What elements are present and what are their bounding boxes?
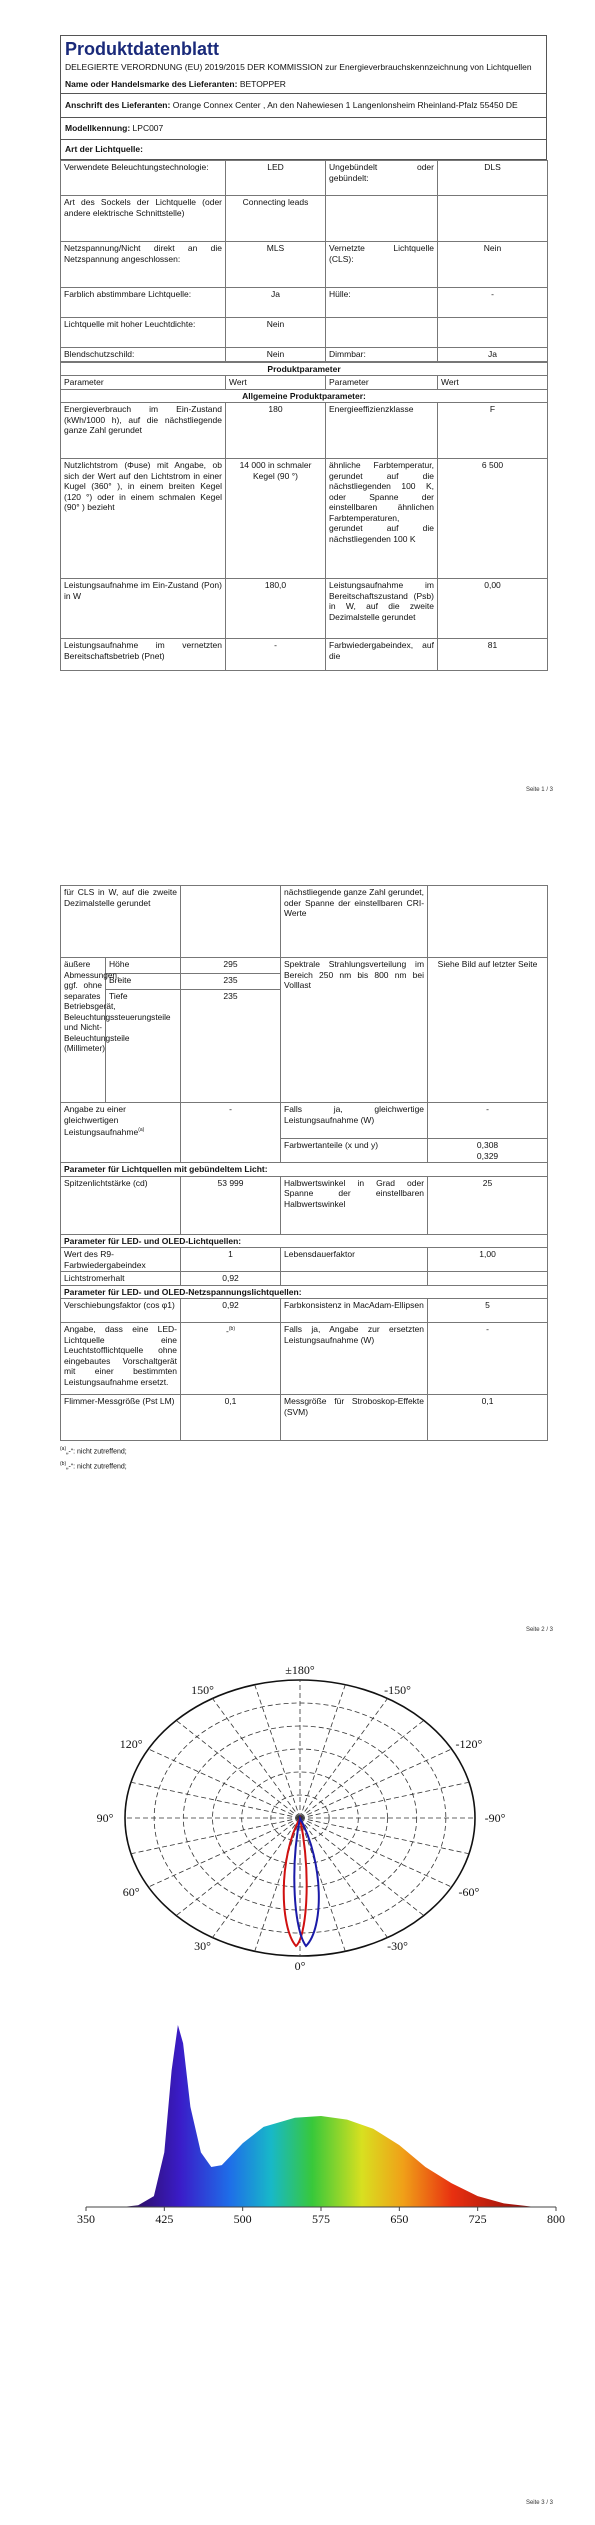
table-row xyxy=(61,1176,548,1234)
table-row xyxy=(61,1395,548,1441)
footnote-mark: (b) xyxy=(228,1326,235,1332)
table-row xyxy=(61,639,548,671)
cap-type-label: Art des Sockels der Lichtquelle (oder andere elektrische Schnittstelle) xyxy=(61,196,226,242)
lumen-maintenance-label: Lichtstromerhalt xyxy=(61,1272,181,1286)
polar-angle-label: 150° xyxy=(191,1682,214,1697)
table-row xyxy=(61,1299,548,1323)
polar-angle-label: ±180° xyxy=(285,1663,315,1677)
x-tick-label: 800 xyxy=(547,2212,565,2226)
table-row xyxy=(61,389,548,403)
empty-cell xyxy=(428,1272,548,1286)
survival-factor-label: Lebensdauerfaktor xyxy=(281,1248,428,1272)
replacement-claim-label: Angabe, dass eine LED-Lichtquelle eine Leuchtstofflichtquelle ohne eingebautes Vorschaltgerät mit einer bestimmten Leistungsaufnahme ersetzt. xyxy=(61,1323,181,1395)
mains-value: MLS xyxy=(226,242,326,288)
equivalent-power-yes-label: Falls ja, gleichwertige Leistungsaufnahme (W) xyxy=(281,1103,428,1139)
type-table xyxy=(60,160,548,362)
depth-label: Tiefe xyxy=(106,990,181,1103)
spectral-distribution-value: Siehe Bild auf letzter Seite xyxy=(428,958,548,1103)
x-tick-label: 725 xyxy=(468,2212,487,2226)
table-row xyxy=(61,376,548,390)
table-row xyxy=(61,958,548,974)
polar-light-distribution-chart xyxy=(0,1650,595,1980)
light-source-type-row xyxy=(60,140,547,160)
mains-label: Netzspannung/Nicht direkt an die Netzspannung angeschlossen: xyxy=(61,242,226,288)
polar-spoke xyxy=(148,1749,300,1818)
table-row xyxy=(61,1163,548,1177)
spectral-distribution-chart xyxy=(0,2005,595,2235)
standby-power-label: Leistungsaufnahme im Bereitschaftszustand (Psb) in W, auf die zweite Dezimalstelle gerundet xyxy=(326,579,438,639)
table-row xyxy=(61,1285,548,1299)
table-row xyxy=(61,362,548,376)
replacement-power-value: - xyxy=(428,1323,548,1395)
table-row xyxy=(61,318,548,348)
polar-angle-label: 60° xyxy=(122,1885,140,1899)
useful-flux-label: Nutzlichtstrom (Φuse) mit Angabe, ob sich der Wert auf den Lichtstrom in einer Kugel (360° ), in einem breiten Kegel (120 °) oder in einem schmalen Kegel (90° ) bezieht xyxy=(61,459,226,579)
page-1 xyxy=(0,0,595,815)
empty-cell xyxy=(428,886,548,958)
supplier-address-value: Orange Connex Center , An den Nahewiesen 1 Langenlonsheim Rheinland-Pfalz 55450 DE xyxy=(172,100,518,110)
supplier-name-label: Name oder Handelsmarke des Lieferanten: xyxy=(65,79,238,89)
cls-value: Nein xyxy=(438,242,548,288)
replacement-claim-value: -$^{(b)}$ xyxy=(181,1323,281,1395)
technology-label: Verwendete Beleuchtungstechnologie: xyxy=(61,161,226,196)
x-tick-label: 500 xyxy=(233,2212,252,2226)
color-consistency-label: Farbkonsistenz in MacAdam-Ellipsen xyxy=(281,1299,428,1323)
polar-angle-label: 120° xyxy=(119,1737,143,1751)
x-tick-label: 425 xyxy=(155,2212,174,2226)
survival-factor-value: 1,00 xyxy=(428,1248,548,1272)
polar-angle-label: -120° xyxy=(455,1737,483,1751)
supplier-address-row xyxy=(60,94,547,118)
polar-angle-label: -150° xyxy=(384,1682,411,1697)
supplier-name-row xyxy=(60,76,547,94)
beam-angle-value: 25 xyxy=(428,1176,548,1234)
x-tick-label: 650 xyxy=(390,2212,409,2226)
technology-value: LED xyxy=(226,161,326,196)
cct-value: 6 500 xyxy=(438,459,548,579)
energy-consumption-value: 180 xyxy=(226,403,326,459)
table-row xyxy=(61,1323,548,1395)
led-parameters-heading: Parameter für LED- und OLED-Lichtquellen: xyxy=(61,1234,548,1248)
cri-label: Farbwiedergabeindex, auf die xyxy=(326,639,438,671)
table-row xyxy=(61,242,548,288)
empty-cell xyxy=(181,886,281,958)
standby-power-value: 0,00 xyxy=(438,579,548,639)
envelope-value: - xyxy=(438,288,548,318)
replacement-power-label: Falls ja, Angabe zur ersetzten Leistungsaufnahme (W) xyxy=(281,1323,428,1395)
table-row xyxy=(61,459,548,579)
width-value: 235 xyxy=(181,974,281,990)
dimmable-label: Dimmbar: xyxy=(326,348,438,362)
spectrum-area xyxy=(123,2025,536,2207)
table-row xyxy=(61,1248,548,1272)
polar-curves xyxy=(284,1818,319,1946)
datasheet-page2 xyxy=(60,885,547,1474)
polar-angle-label: -90° xyxy=(484,1811,506,1825)
depth-value: 235 xyxy=(181,990,281,1103)
footnote-mark: (a) xyxy=(138,1127,145,1133)
dimmable-value: Ja xyxy=(438,348,548,362)
product-parameters-heading: Produktparameter xyxy=(61,362,548,376)
table-row xyxy=(61,1234,548,1248)
cap-type-value: Connecting leads xyxy=(226,196,326,242)
flicker-label: Flimmer-Messgröße (Pst LM) xyxy=(61,1395,181,1441)
table-row xyxy=(61,196,548,242)
table-row xyxy=(61,1272,548,1286)
networked-standby-value: - xyxy=(226,639,326,671)
polar-spoke xyxy=(300,1818,388,1938)
high-luminance-label: Lichtquelle mit hoher Leuchtdichte: xyxy=(61,318,226,348)
peak-intensity-label: Spitzenlichtstärke (cd) xyxy=(61,1176,181,1234)
anti-glare-label: Blendschutzschild: xyxy=(61,348,226,362)
footnote-a: $^{(a)}$„-“: nicht zutreffend; xyxy=(60,1446,127,1456)
general-parameters-heading: Allgemeine Produktparameter: xyxy=(61,389,548,403)
envelope-label: Hülle: xyxy=(326,288,438,318)
cri-continued: nächstliegende ganze Zahl gerundet, oder Spanne der einstellbaren CRI-Werte xyxy=(281,886,428,958)
polar-angle-label: 90° xyxy=(96,1811,114,1825)
equivalent-power-label: Angabe zu einer gleichwertigen Leistungsaufnahme$^{(a)}$ xyxy=(61,1103,181,1163)
width-label: Breite xyxy=(106,974,181,990)
polar-spoke xyxy=(148,1818,300,1887)
table-row xyxy=(61,348,548,362)
supplier-name-value: BETOPPER xyxy=(239,79,286,89)
x-tick-label: 350 xyxy=(77,2212,95,2226)
column-header-parameter: Parameter xyxy=(61,376,226,390)
directional-value: DLS xyxy=(438,161,548,196)
cct-label: ähnliche Farbtemperatur, gerundet auf die nächstliegenden 100 K, oder Spanne der einstellbaren ähnlichen Farbtemperaturen, gerundet auf die nächstliegenden 100 K xyxy=(326,459,438,579)
page-number-1: Seite 1 / 3 xyxy=(525,787,553,793)
color-consistency-value: 5 xyxy=(428,1299,548,1323)
empty-cell xyxy=(326,318,438,348)
table-row xyxy=(61,886,548,958)
polar-spoke xyxy=(176,1818,300,1916)
parameters-table xyxy=(60,362,548,672)
page-number-3: Seite 3 / 3 xyxy=(525,2500,553,2506)
flicker-value: 0,1 xyxy=(181,1395,281,1441)
equivalent-power-yes-value: - xyxy=(428,1103,548,1139)
useful-flux-value: 14 000 in schmaler Kegel (90 °) xyxy=(226,459,326,579)
column-header-parameter: Parameter xyxy=(326,376,438,390)
datasheet-page1 xyxy=(60,35,547,671)
networked-standby-label: Leistungsaufnahme im vernetzten Bereitschaftsbetrieb (Pnet) xyxy=(61,639,226,671)
table-row xyxy=(61,288,548,318)
beam-angle-label: Halbwertswinkel in Grad oder Spanne der einstellbaren Halbwertswinkel xyxy=(281,1176,428,1234)
dimensions-label: äußere Abmessungen, ggf. ohne separates Betriebsgerät, Beleuchtungssteuerungsteile und Nicht-Beleuchtungsteile (Millimeter) xyxy=(61,958,106,1103)
cls-label: Vernetzte Lichtquelle (CLS): xyxy=(326,242,438,288)
model-label: Modellkennung: xyxy=(65,123,131,133)
on-mode-power-value: 180,0 xyxy=(226,579,326,639)
x-axis-ticks xyxy=(77,2207,565,2226)
supplier-address-label: Anschrift des Lieferanten: xyxy=(65,100,171,110)
polar-angle-label: 30° xyxy=(194,1939,211,1954)
table-row xyxy=(61,579,548,639)
table-row xyxy=(61,403,548,459)
displacement-factor-label: Verschiebungsfaktor (cos φ1) xyxy=(61,1299,181,1323)
energy-class-label: Energieeffizienzklasse xyxy=(326,403,438,459)
empty-cell xyxy=(438,318,548,348)
directional-label: Ungebündelt oder gebündelt: xyxy=(326,161,438,196)
regulation-subtitle: DELEGIERTE VERORDNUNG (EU) 2019/2015 DER KOMMISSION zur Energieverbrauchskennzeichnung von Lichtquellen xyxy=(65,62,532,72)
x-tick-label: 575 xyxy=(312,2212,330,2226)
tunable-value: Ja xyxy=(226,288,326,318)
title-box xyxy=(60,35,547,76)
page-number-2: Seite 2 / 3 xyxy=(525,1627,553,1633)
anti-glare-value: Nein xyxy=(226,348,326,362)
polar-spoke xyxy=(300,1749,452,1818)
footnote-b: $^{(b)}$„-“: nicht zutreffend; xyxy=(60,1461,127,1471)
energy-consumption-label: Energieverbrauch im Ein-Zustand (kWh/1000 h), auf die nächstliegende ganze Zahl gerundet xyxy=(61,403,226,459)
height-value: 295 xyxy=(181,958,281,974)
displacement-factor-value: 0,92 xyxy=(181,1299,281,1323)
r9-label: Wert des R9-Farbwiedergabeindex xyxy=(61,1248,181,1272)
networked-standby-continued: für CLS in W, auf die zweite Dezimalstelle gerundet xyxy=(61,886,181,958)
on-mode-power-label: Leistungsaufnahme im Ein-Zustand (Pon) in W xyxy=(61,579,226,639)
polar-angle-label: -60° xyxy=(458,1885,480,1899)
lumen-maintenance-value: 0,92 xyxy=(181,1272,281,1286)
table-row xyxy=(61,161,548,196)
cri-value: 81 xyxy=(438,639,548,671)
mains-led-parameters-heading: Parameter für LED- und OLED-Netzspannungslichtquellen: xyxy=(61,1285,548,1299)
polar-spoke xyxy=(213,1698,301,1818)
model-value: LPC007 xyxy=(132,123,164,133)
footnotes xyxy=(60,1443,547,1474)
model-row xyxy=(60,118,547,140)
polar-angle-label: 0° xyxy=(294,1959,306,1973)
polar-spoke xyxy=(300,1698,388,1818)
empty-cell xyxy=(281,1272,428,1286)
stroboscopic-label: Messgröße für Stroboskop-Effekte (SVM) xyxy=(281,1395,428,1441)
energy-class-value: F xyxy=(438,403,548,459)
column-header-value: Wert xyxy=(438,376,548,390)
page-2 xyxy=(0,815,595,1650)
empty-cell xyxy=(438,196,548,242)
peak-intensity-value: 53 999 xyxy=(181,1176,281,1234)
polar-spoke xyxy=(176,1720,300,1818)
high-luminance-value: Nein xyxy=(226,318,326,348)
chromaticity-label: Farbwertanteile (x und y) xyxy=(281,1139,428,1163)
tunable-label: Farblich abstimmbare Lichtquelle: xyxy=(61,288,226,318)
column-header-value: Wert xyxy=(226,376,326,390)
polar-angle-label: -30° xyxy=(387,1939,408,1954)
empty-cell xyxy=(326,196,438,242)
equivalent-power-value: - xyxy=(181,1103,281,1163)
page-title: Produktdatenblatt xyxy=(65,39,220,59)
stroboscopic-value: 0,1 xyxy=(428,1395,548,1441)
height-label: Höhe xyxy=(106,958,181,974)
light-source-type-label: Art der Lichtquelle: xyxy=(65,144,143,154)
chromaticity-value: 0,308 0,329 xyxy=(428,1139,548,1163)
r9-value: 1 xyxy=(181,1248,281,1272)
directional-parameters-heading: Parameter für Lichtquellen mit gebündeltem Licht: xyxy=(61,1163,548,1177)
page-3 xyxy=(0,1650,595,2525)
parameters-table-continued xyxy=(60,885,548,1441)
table-row xyxy=(61,1103,548,1139)
spectral-distribution-label: Spektrale Strahlungsverteilung im Bereich 250 nm bis 800 nm bei Volllast xyxy=(281,958,428,1103)
polar-spoke xyxy=(300,1818,452,1887)
